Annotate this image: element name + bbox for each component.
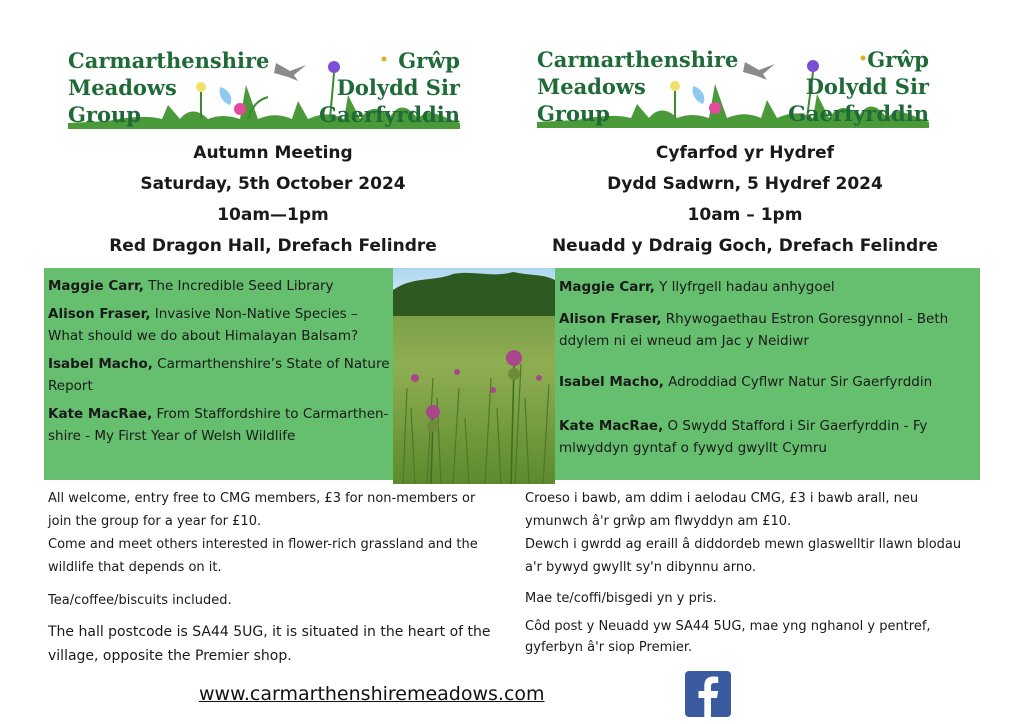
talk-speaker: Maggie Carr,: [559, 279, 655, 295]
welcome-text: Croeso i bawb, am ddim i aelodau CMG, £3 i bawb arall, neu ymunwch â'r grŵp am flwyddyn am £10.: [525, 491, 919, 529]
welsh-event-heading: [545, 138, 945, 262]
talk-title: Invasive Non-Native Species – What should we do about Himalayan Balsam?: [48, 306, 359, 344]
event-time: 10am—1pm: [217, 205, 329, 225]
logo-english: [68, 45, 460, 135]
talk-title: Y llyfrgell hadau anhygoel: [654, 279, 835, 295]
english-event-heading: [100, 138, 446, 262]
talk-speaker: Isabel Macho,: [48, 356, 153, 372]
english-info: [48, 487, 493, 668]
event-venue: Neuadd y Ddraig Goch, Drefach Felindre: [551, 236, 939, 256]
logo-cy-line1: Grŵp: [867, 47, 929, 72]
come-meet-text: Come and meet others interested in flower-rich grassland and the wildlife that depends on it.: [48, 537, 478, 575]
talk-item: [48, 353, 390, 397]
event-date: Dydd Sadwrn, 5 Hydref 2024: [607, 174, 883, 194]
talk-item: [559, 308, 977, 352]
logo-english-text: [537, 46, 738, 127]
talk-title: Rhywogaethau Estron Goresgynnol - Beth ddylem ni ei wneud am Jac y Neidiwr: [559, 311, 949, 349]
talk-speaker: Isabel Macho,: [559, 374, 664, 390]
logo-en-line2: Meadows: [537, 74, 646, 99]
event-venue: Red Dragon Hall, Drefach Felindre: [109, 236, 437, 256]
event-date: Saturday, 5th October 2024: [140, 174, 406, 194]
welsh-talk-list: [559, 276, 977, 459]
come-meet-text: Dewch i gwrdd ag eraill â diddordeb mewn glaswelltir llawn blodau a'r bywyd gwyllt sy'n dibynnu arno.: [525, 537, 962, 575]
talk-item: [48, 403, 390, 447]
event-time: 10am – 1pm: [687, 205, 803, 225]
talk-item: [559, 276, 977, 298]
logo-english-text: [68, 47, 269, 128]
logo-cy-line2: Dolydd Sir: [805, 74, 929, 99]
logo-en-line2: Meadows: [68, 75, 177, 100]
talk-speaker: Alison Fraser,: [48, 306, 151, 322]
talk-title: From Staffordshire to Carmarthen-shire - My First Year of Welsh Wildlife: [48, 406, 389, 444]
talk-item: [559, 415, 977, 459]
refreshments-text: Tea/coffee/biscuits included.: [48, 593, 232, 608]
logo-en-line3: Group: [68, 102, 141, 127]
logo-cy-line3: Gaerfyrddin: [319, 102, 460, 127]
logo-cy-line3: Gaerfyrddin: [788, 101, 929, 126]
english-talk-list: [48, 275, 390, 447]
logo-en-line1: Carmarthenshire: [68, 48, 270, 73]
logo-cy-line1: Grŵp: [398, 48, 460, 73]
welsh-info: [525, 487, 965, 658]
talk-item: [48, 303, 390, 347]
facebook-icon[interactable]: [685, 671, 731, 717]
refreshments-text: Mae te/coffi/bisgedi yn y pris.: [525, 591, 717, 606]
logo-welsh-text: [319, 47, 460, 128]
talk-speaker: Alison Fraser,: [559, 311, 662, 327]
talk-speaker: Maggie Carr,: [48, 278, 144, 294]
logo-en-line1: Carmarthenshire: [537, 47, 739, 72]
postcode-text: The hall postcode is SA44 5UG, it is situated in the heart of the village, opposite the Premier shop.: [48, 624, 491, 664]
meadow-photo: [393, 268, 555, 484]
talk-item: [48, 275, 390, 297]
logo-welsh: [537, 44, 929, 134]
logo-en-line3: Group: [537, 101, 610, 126]
logo-welsh-text: [788, 46, 929, 127]
event-title: Cyfarfod yr Hydref: [655, 143, 835, 163]
event-title: Autumn Meeting: [193, 143, 353, 163]
talk-speaker: Kate MacRae,: [48, 406, 153, 422]
postcode-text: Côd post y Neuadd yw SA44 5UG, mae yng nghanol y pentref, gyferbyn â'r siop Premier.: [525, 619, 931, 655]
talk-item: [559, 371, 977, 393]
talk-title: O Swydd Stafford i Sir Gaerfyrddin - Fy mlwyddyn gyntaf o fywyd gwyllt Cymru: [559, 418, 928, 456]
website-link[interactable]: www.carmarthenshiremeadows.com: [199, 683, 545, 705]
logo-cy-line2: Dolydd Sir: [336, 75, 460, 100]
talk-title: Adroddiad Cyflwr Natur Sir Gaerfyrddin: [663, 374, 933, 390]
talk-title: Carmarthenshire’s State of Nature Report: [48, 356, 390, 394]
talk-speaker: Kate MacRae,: [559, 418, 664, 434]
welcome-text: All welcome, entry free to CMG members, £3 for non-members or join the group for a year for £10.: [48, 491, 476, 529]
talk-title: The Incredible Seed Library: [143, 278, 334, 294]
